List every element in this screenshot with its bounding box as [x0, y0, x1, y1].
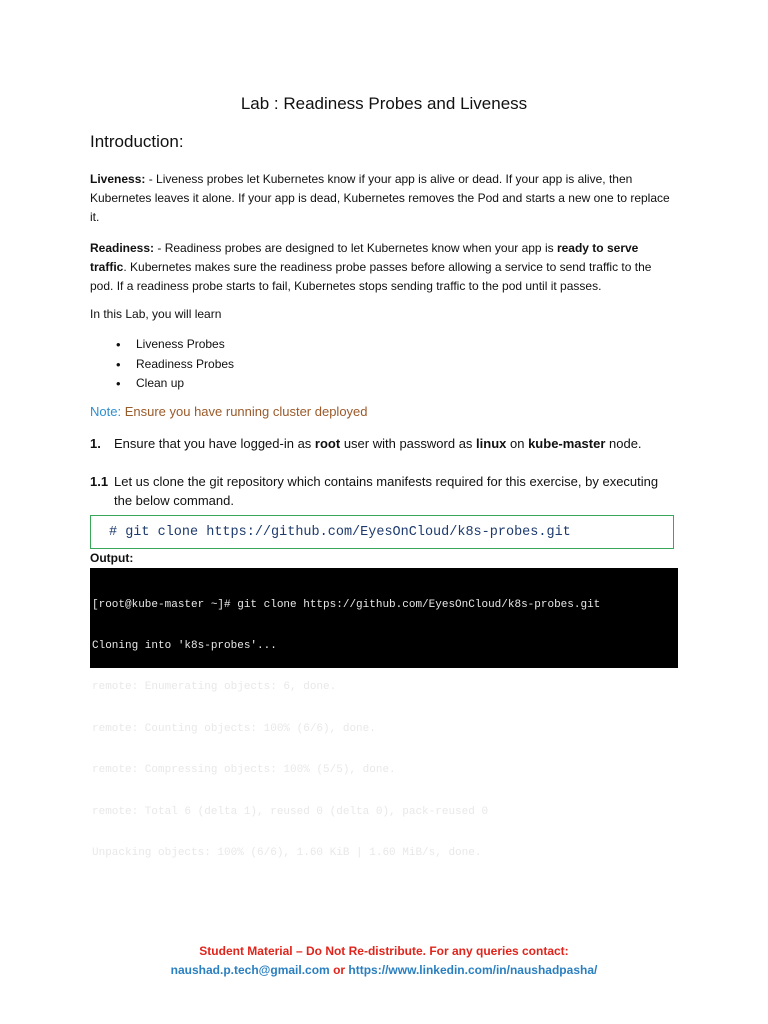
- terminal-line: remote: Compressing objects: 100% (5/5), done.: [92, 764, 396, 777]
- footer: [0, 942, 768, 980]
- terminal-line: remote: Enumerating objects: 6, done.: [92, 681, 337, 694]
- readiness-text-before: - Readiness probes are designed to let Kubernetes know when your app is: [154, 241, 557, 255]
- step-1-root: root: [314, 436, 341, 451]
- learn-list: [116, 335, 234, 394]
- step-1-part: Ensure that you have logged-in as: [114, 436, 315, 451]
- readiness-text-after: . Kubernetes makes sure the readiness probe passes before allowing a service to send traffic to the pod. If a readiness probe starts to fail, Kubernetes stops sending traffic to the pod until it passes.: [90, 260, 652, 293]
- output-label: Output:: [90, 551, 134, 565]
- learn-intro: In this Lab, you will learn: [90, 307, 222, 321]
- footer-notice: Student Material – Do Not Re-distribute. For any queries contact:: [199, 944, 569, 958]
- readiness-bold-phrase: ready to serve traffic: [90, 241, 639, 274]
- terminal-line: [root@kube-master ~]# git clone https://github.com/EyesOnCloud/k8s-probes.git: [92, 598, 601, 611]
- note-text: Ensure you have running cluster deployed: [121, 404, 368, 419]
- list-item: • Liveness Probes: [116, 335, 234, 355]
- terminal-output: [90, 568, 678, 859]
- terminal-line: Unpacking objects: 100% (6/6), 1.60 KiB | 1.60 MiB/s, done.: [92, 846, 482, 859]
- step-1-number: 1.: [90, 436, 101, 451]
- readiness-paragraph: [90, 239, 670, 296]
- readiness-label: Readiness:: [90, 241, 155, 255]
- page-title: Lab : Readiness Probes and Liveness: [240, 94, 528, 113]
- step-1: [90, 434, 114, 453]
- step-1-kube-master: kube-master: [528, 436, 606, 451]
- note-label: Note:: [90, 404, 122, 419]
- step-1-part: on: [506, 436, 529, 451]
- step-1-1-text: Let us clone the git repository which contains manifests required for this exercise, by executing the below command.: [114, 474, 659, 508]
- command-box: # git clone https://github.com/EyesOnCloud/k8s-probes.git: [90, 515, 674, 549]
- step-1-linux: linux: [476, 436, 507, 451]
- terminal-line: remote: Total 6 (delta 1), reused 0 (delta 0), pack-reused 0: [92, 805, 489, 818]
- step-1-part: node.: [605, 436, 642, 451]
- step-1-text: [114, 434, 674, 453]
- footer-linkedin-link[interactable]: https://www.linkedin.com/in/naushadpasha/: [348, 963, 598, 977]
- step-1-1: [90, 472, 114, 491]
- step-1-part: user with password as: [340, 436, 477, 451]
- footer-or: or: [329, 963, 349, 977]
- footer-email-link[interactable]: naushad.p.tech@gmail.com: [170, 963, 330, 977]
- note: [90, 404, 368, 419]
- liveness-paragraph: [90, 170, 670, 227]
- terminal-line: remote: Counting objects: 100% (6/6), done.: [92, 722, 376, 735]
- terminal-line: Cloning into 'k8s-probes'...: [92, 639, 277, 652]
- step-1-1-number: 1.1: [90, 474, 109, 489]
- list-item: • Clean up: [116, 374, 234, 394]
- list-item: • Readiness Probes: [116, 355, 234, 375]
- liveness-label: Liveness:: [90, 172, 146, 186]
- liveness-text: - Liveness probes let Kubernetes know if your app is alive or dead. If your app is alive, then Kubernetes leaves it alone. If your app is dead, Kubernetes removes the Pod and starts a new one to replace it.: [90, 172, 670, 224]
- introduction-heading: Introduction:: [90, 132, 184, 151]
